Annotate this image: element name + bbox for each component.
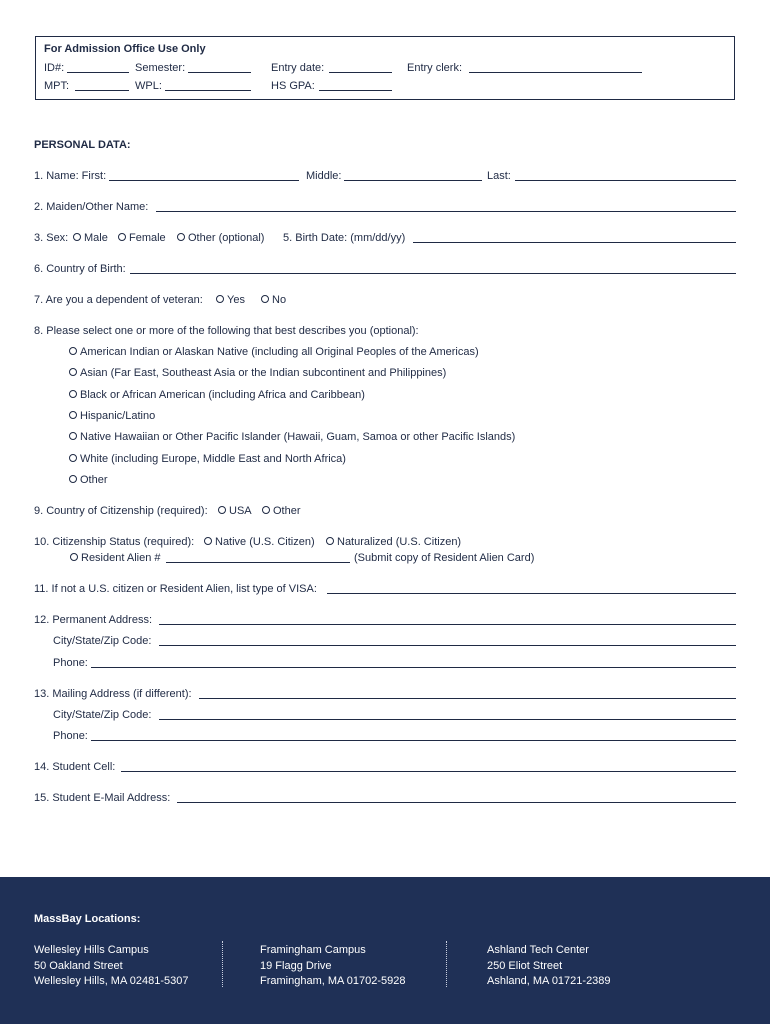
q1-middle-label: Middle: (306, 170, 342, 182)
sex-male-label: Male (84, 232, 108, 244)
radio-icon (69, 454, 77, 462)
q14-label: 14. Student Cell: (34, 761, 116, 773)
office-semester-field[interactable] (188, 72, 251, 73)
veteran-yes-label: Yes (227, 294, 245, 306)
footer-divider (222, 941, 223, 987)
mailing-address-field[interactable] (199, 698, 736, 699)
ethnicity-option-white[interactable] (69, 453, 346, 465)
radio-icon (69, 475, 77, 483)
office-entry-date-label: Entry date: (271, 62, 325, 74)
office-entry-clerk-field[interactable] (469, 72, 642, 73)
q12-city-label: City/State/Zip Code: (53, 635, 152, 647)
ethnicity-option-label: Other (80, 474, 108, 486)
q10-label: 10. Citizenship Status (required): (34, 536, 195, 548)
location-name: Ashland Tech Center (487, 944, 589, 956)
radio-icon (118, 233, 126, 241)
citizenship-other-option[interactable] (262, 505, 301, 517)
resident-alien-note: (Submit copy of Resident Alien Card) (354, 552, 535, 564)
q1-last-label: Last: (487, 170, 511, 182)
q8-label: 8. Please select one or more of the following that best describes you (optional): (34, 325, 419, 337)
q9-label: 9. Country of Citizenship (required): (34, 505, 208, 517)
q13-phone-label: Phone: (53, 730, 88, 742)
office-hsgpa-label: HS GPA: (271, 80, 315, 92)
ethnicity-option-other[interactable] (69, 474, 108, 486)
office-use-title: For Admission Office Use Only (44, 43, 206, 55)
office-semester-label: Semester: (135, 62, 186, 74)
sex-male-option[interactable] (73, 232, 108, 244)
ethnicity-option-label: Black or African American (including Africa and Caribbean) (80, 389, 365, 401)
q6-label: 6. Country of Birth: (34, 263, 126, 275)
radio-icon (216, 295, 224, 303)
ethnicity-option-label: Asian (Far East, Southeast Asia or the Indian subcontinent and Philippines) (80, 367, 447, 379)
q5-label: 5. Birth Date: (mm/dd/yy) (283, 232, 406, 244)
last-name-field[interactable] (515, 180, 736, 181)
status-naturalized-option[interactable] (326, 536, 461, 548)
radio-icon (73, 233, 81, 241)
ethnicity-option-label: Native Hawaiian or Other Pacific Islander (Hawaii, Guam, Samoa or other Pacific Islands) (80, 431, 516, 443)
maiden-name-field[interactable] (156, 211, 736, 212)
footer (0, 877, 770, 1024)
mailing-city-field[interactable] (159, 719, 736, 720)
radio-icon (261, 295, 269, 303)
middle-name-field[interactable] (344, 180, 482, 181)
radio-icon (69, 432, 77, 440)
sex-other-option[interactable] (177, 232, 264, 244)
radio-icon (262, 506, 270, 514)
radio-icon (70, 553, 78, 561)
q15-label: 15. Student E-Mail Address: (34, 792, 171, 804)
ethnicity-option-label: Hispanic/Latino (80, 410, 156, 422)
sex-female-label: Female (129, 232, 166, 244)
location-street: 250 Eliot Street (487, 960, 563, 972)
q12-phone-label: Phone: (53, 657, 88, 669)
q12-label: 12. Permanent Address: (34, 614, 153, 626)
footer-divider (446, 941, 447, 987)
office-mpt-field[interactable] (75, 90, 129, 91)
footer-title: MassBay Locations: (34, 913, 141, 925)
q2-label: 2. Maiden/Other Name: (34, 201, 149, 213)
section-title: PERSONAL DATA: (34, 139, 131, 151)
status-resident-label: Resident Alien # (81, 552, 161, 564)
office-hsgpa-field[interactable] (319, 90, 392, 91)
status-naturalized-label: Naturalized (U.S. Citizen) (337, 536, 462, 548)
veteran-no-label: No (272, 294, 287, 306)
location-city: Ashland, MA 01721-2389 (487, 975, 611, 987)
permanent-phone-field[interactable] (91, 667, 736, 668)
location-street: 19 Flagg Drive (260, 960, 332, 972)
mailing-phone-field[interactable] (91, 740, 736, 741)
office-id-label: ID#: (44, 62, 65, 74)
radio-icon (204, 537, 212, 545)
office-entry-clerk-label: Entry clerk: (407, 62, 463, 74)
radio-icon (69, 347, 77, 355)
radio-icon (69, 390, 77, 398)
status-native-label: Native (U.S. Citizen) (215, 536, 315, 548)
student-cell-field[interactable] (121, 771, 736, 772)
birth-date-field[interactable] (413, 242, 736, 243)
permanent-address-field[interactable] (159, 624, 736, 625)
citizenship-other-label: Other (273, 505, 301, 517)
ethnicity-option-label: White (including Europe, Middle East and North Africa) (80, 453, 346, 465)
q7-label: 7. Are you a dependent of veteran: (34, 294, 203, 306)
office-wpl-label: WPL: (135, 80, 162, 92)
office-mpt-label: MPT: (44, 80, 70, 92)
permanent-city-field[interactable] (159, 645, 736, 646)
location-name: Framingham Campus (260, 944, 366, 956)
location-name: Wellesley Hills Campus (34, 944, 149, 956)
veteran-no-option[interactable] (261, 294, 286, 306)
sex-other-label: Other (optional) (188, 232, 265, 244)
ethnicity-option-label: American Indian or Alaskan Native (including all Original Peoples of the Americas) (80, 346, 479, 358)
location-street: 50 Oakland Street (34, 960, 123, 972)
location-city: Framingham, MA 01702-5928 (260, 975, 406, 987)
radio-icon (177, 233, 185, 241)
ethnicity-option-hispanic[interactable] (69, 410, 155, 422)
office-id-field[interactable] (67, 72, 129, 73)
resident-alien-number-field[interactable] (166, 562, 350, 563)
radio-icon (218, 506, 226, 514)
ethnicity-option-hawaiian[interactable] (69, 431, 515, 443)
radio-icon (69, 368, 77, 376)
veteran-yes-option[interactable] (216, 294, 245, 306)
q13-label: 13. Mailing Address (if different): (34, 688, 192, 700)
q13-city-label: City/State/Zip Code: (53, 709, 152, 721)
q11-label: 11. If not a U.S. citizen or Resident Alien, list type of VISA: (34, 583, 317, 595)
student-email-field[interactable] (177, 802, 736, 803)
office-wpl-field[interactable] (165, 90, 251, 91)
office-entry-date-field[interactable] (329, 72, 392, 73)
ethnicity-option-asian[interactable] (69, 367, 446, 379)
citizenship-usa-label: USA (229, 505, 252, 517)
status-resident-option[interactable] (70, 552, 161, 564)
location-city: Wellesley Hills, MA 02481-5307 (34, 975, 189, 987)
ethnicity-option-black[interactable] (69, 389, 365, 401)
ethnicity-option-american-indian[interactable] (69, 346, 479, 358)
visa-type-field[interactable] (327, 593, 736, 594)
q3-label: 3. Sex: (34, 232, 69, 244)
sex-female-option[interactable] (118, 232, 166, 244)
status-native-option[interactable] (204, 536, 315, 548)
radio-icon (326, 537, 334, 545)
first-name-field[interactable] (109, 180, 299, 181)
radio-icon (69, 411, 77, 419)
q1-first-label: 1. Name: First: (34, 170, 107, 182)
citizenship-usa-option[interactable] (218, 505, 252, 517)
country-of-birth-field[interactable] (130, 273, 736, 274)
